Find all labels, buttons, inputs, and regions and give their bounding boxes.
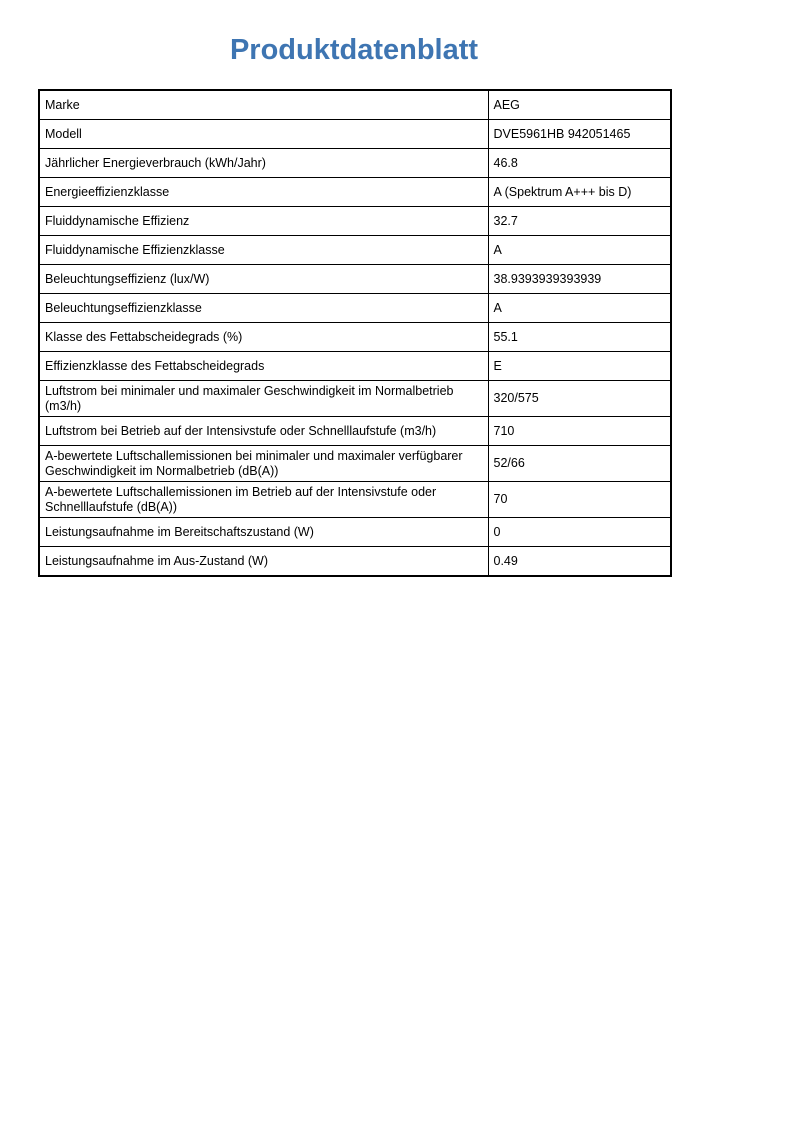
spec-value: 55.1 (488, 323, 671, 352)
spec-label: Energieeffizienzklasse (39, 178, 488, 207)
table-row (39, 236, 671, 265)
table-row (39, 265, 671, 294)
spec-label: Klasse des Fettabscheidegrads (%) (39, 323, 488, 352)
spec-value: 38.9393939393939 (488, 265, 671, 294)
table-row (39, 547, 671, 577)
spec-label: Luftstrom bei minimaler und maximaler Geschwindigkeit im Normalbetrieb (m3/h) (39, 381, 488, 417)
table-row (39, 120, 671, 149)
table-row (39, 352, 671, 381)
table-row (39, 381, 671, 417)
spec-value: 52/66 (488, 446, 671, 482)
spec-label: Fluiddynamische Effizienzklasse (39, 236, 488, 265)
spec-label: Leistungsaufnahme im Aus-Zustand (W) (39, 547, 488, 577)
spec-value: 32.7 (488, 207, 671, 236)
spec-value: 710 (488, 417, 671, 446)
spec-value: 320/575 (488, 381, 671, 417)
spec-value: 46.8 (488, 149, 671, 178)
spec-value: A (Spektrum A+++ bis D) (488, 178, 671, 207)
spec-value: 70 (488, 482, 671, 518)
product-data-table (38, 89, 672, 577)
spec-label: Beleuchtungseffizienz (lux/W) (39, 265, 488, 294)
table-row (39, 417, 671, 446)
spec-label: Fluiddynamische Effizienz (39, 207, 488, 236)
spec-label: Modell (39, 120, 488, 149)
spec-value: A (488, 236, 671, 265)
table-row (39, 149, 671, 178)
spec-label: Beleuchtungseffizienzklasse (39, 294, 488, 323)
table-row (39, 518, 671, 547)
page-title: Produktdatenblatt (229, 34, 479, 66)
table-row (39, 482, 671, 518)
spec-label: A-bewertete Luftschallemissionen im Betrieb auf der Intensivstufe oder Schnelllaufstufe (dB(A)) (39, 482, 488, 518)
spec-label: A-bewertete Luftschallemissionen bei minimaler und maximaler verfügbarer Geschwindigkeit im Normalbetrieb (dB(A)) (39, 446, 488, 482)
spec-label: Effizienzklasse des Fettabscheidegrads (39, 352, 488, 381)
spec-value: AEG (488, 90, 671, 120)
table-row (39, 207, 671, 236)
table-row (39, 178, 671, 207)
table-row (39, 323, 671, 352)
spec-label: Luftstrom bei Betrieb auf der Intensivstufe oder Schnelllaufstufe (m3/h) (39, 417, 488, 446)
table-row (39, 446, 671, 482)
table-row (39, 90, 671, 120)
spec-value: 0 (488, 518, 671, 547)
spec-label: Leistungsaufnahme im Bereitschaftszustand (W) (39, 518, 488, 547)
table-row (39, 294, 671, 323)
spec-value: 0.49 (488, 547, 671, 577)
spec-label: Marke (39, 90, 488, 120)
spec-value: DVE5961HB 942051465 (488, 120, 671, 149)
spec-value: E (488, 352, 671, 381)
spec-value: A (488, 294, 671, 323)
spec-label: Jährlicher Energieverbrauch (kWh/Jahr) (39, 149, 488, 178)
